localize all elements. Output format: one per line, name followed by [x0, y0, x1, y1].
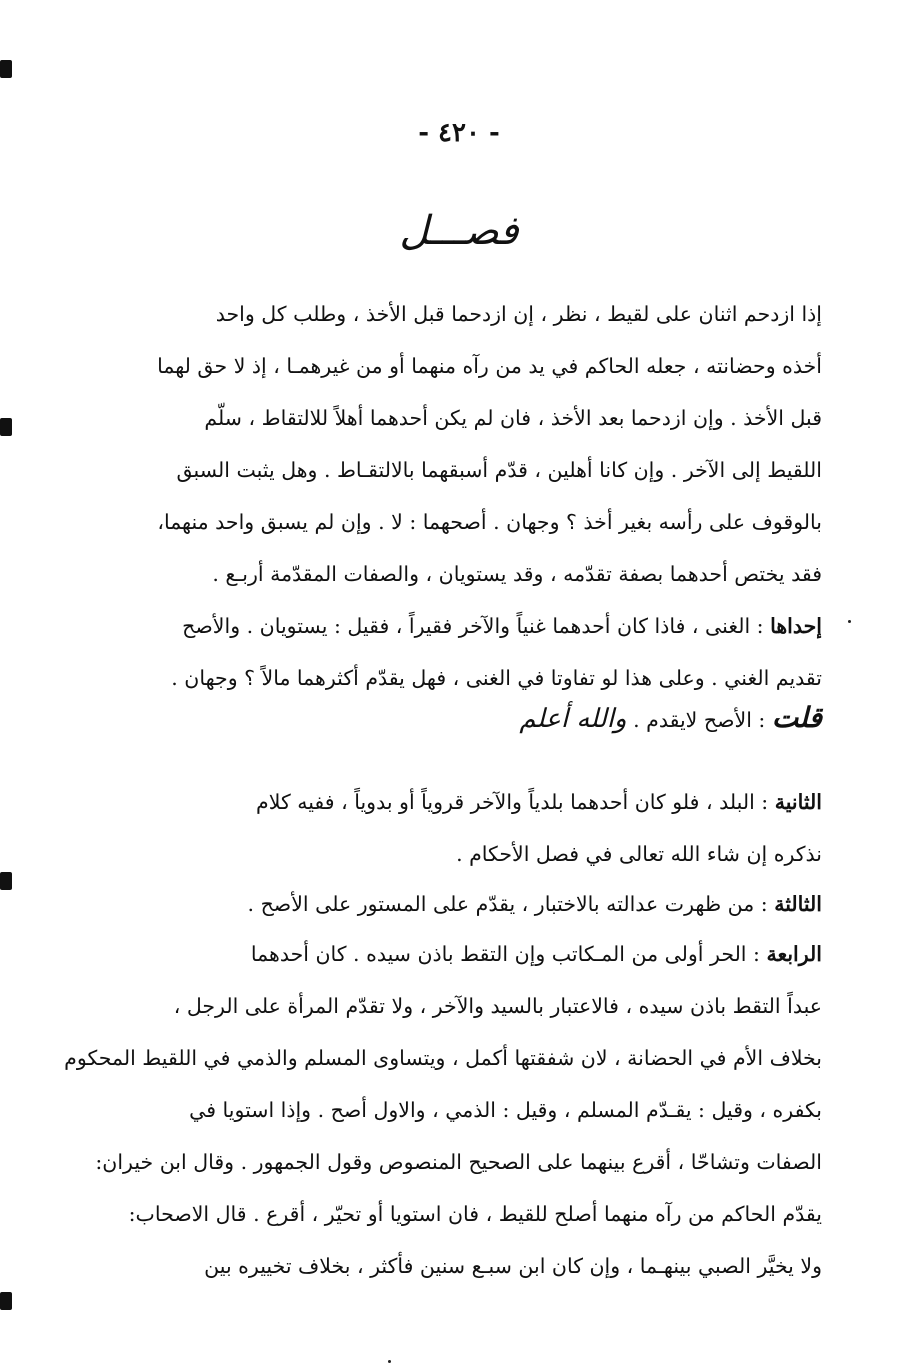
text-line — [82, 878, 822, 930]
text-line — [82, 928, 822, 980]
text-line: نذكره إن شاء الله تعالى في فصل الأحكام . — [456, 842, 822, 866]
text-run: : من ظهرت عدالته بالاختبار ، يقدّم على المستور على الأصح . — [247, 892, 775, 916]
text-run: : الأصح لايقدم . — [626, 708, 772, 732]
text-run: : الغنى ، فاذا كان أحدهما غنياً والآخر فقيراً ، فقيل : يستويان . والأصح — [182, 614, 771, 638]
text-line — [82, 692, 822, 744]
closing-phrase: والله أعلم — [519, 704, 627, 734]
note-paragraph — [82, 692, 822, 744]
scan-speck — [388, 1360, 391, 1363]
text-line: بخلاف الأم في الحضانة ، لان شفقتها أكمل ، ويتساوى المسلم والذمي في اللقيط المحكوم — [64, 1046, 822, 1070]
paragraph-4 — [82, 878, 822, 930]
paragraph-2 — [82, 600, 822, 704]
text-line: يقدّم الحاكم من رآه منهما أصلح للقيط ، فان استويا أو تحيّر ، أقرع . قال الاصحاب: — [128, 1202, 822, 1226]
page-number: - ٤٢٠ - — [418, 118, 500, 148]
scan-edge-mark — [0, 872, 12, 890]
text-line: إذا ازدحم اثنان على لقيط ، نظر ، إن ازدحما قبل الأخذ ، وطلب كل واحد — [215, 302, 822, 326]
paragraph-label: الثانية — [774, 790, 822, 814]
paragraph-5 — [64, 928, 822, 1292]
text-run: : الحر أولى من المـكاتب وإن التقط باذن سيده . كان أحدهما — [250, 942, 767, 966]
text-run: : البلد ، فلو كان أحدهما بلدياً والآخر قروياً أو بدوياً ، ففيه كلام — [256, 790, 775, 814]
text-line: الصفات وتشاحّا ، أقرع بينهما على الصحيح المنصوص وقول الجمهور . وقال ابن خيران: — [95, 1150, 822, 1174]
text-line: بالوقوف على رأسه بغير أخذ ؟ وجهان . أصحهما : لا . وإن لم يسبق واحد منهما، — [157, 510, 822, 534]
paragraph-3 — [82, 776, 822, 880]
text-line: عبداً التقط باذن سيده ، فالاعتبار بالسيد والآخر ، ولا تقدّم المرأة على الرجل ، — [173, 994, 822, 1018]
paragraph-label: إحداها — [770, 614, 822, 638]
text-line — [82, 600, 822, 652]
note-label: قلت — [771, 701, 822, 734]
scan-edge-mark — [0, 60, 12, 78]
text-line: أخذه وحضانته ، جعله الحاكم في يد من رآه منهما أو من غيرهمـا ، إذ لا حق لهما — [157, 354, 822, 378]
text-line — [82, 776, 822, 828]
text-line: بكفره ، وقيل : يقـدّم المسلم ، وقيل : الذمي ، والاول أصح . وإذا استويا في — [189, 1098, 822, 1122]
text-line: اللقيط إلى الآخر . وإن كانا أهلين ، قدّم أسبقهما بالالتقـاط . وهل يثبت السبق — [176, 458, 822, 482]
scan-edge-mark — [0, 1292, 12, 1310]
section-heading: فصـــل — [399, 208, 519, 254]
text-line: قبل الأخذ . وإن ازدحما بعد الأخذ ، فان لم يكن أحدهما أهلاً للالتقاط ، سلّم — [204, 406, 822, 430]
paragraph-1 — [82, 288, 822, 600]
text-line: فقد يختص أحدهما بصفة تقدّمه ، وقد يستويان ، والصفات المقدّمة أربـع . — [212, 562, 822, 586]
scan-edge-mark — [0, 418, 12, 436]
paragraph-label: الثالثة — [774, 892, 822, 916]
text-line: ولا يخيَّر الصبي بينهـما ، وإن كان ابن سبـع سنين فأكثر ، بخلاف تخييره بين — [204, 1254, 822, 1278]
paragraph-label: الرابعة — [766, 942, 822, 966]
scan-speck — [848, 620, 851, 623]
text-line: تقديم الغني . وعلى هذا لو تفاوتا في الغنى ، فهل يقدّم أكثرهما مالاً ؟ وجهان . — [171, 666, 822, 690]
